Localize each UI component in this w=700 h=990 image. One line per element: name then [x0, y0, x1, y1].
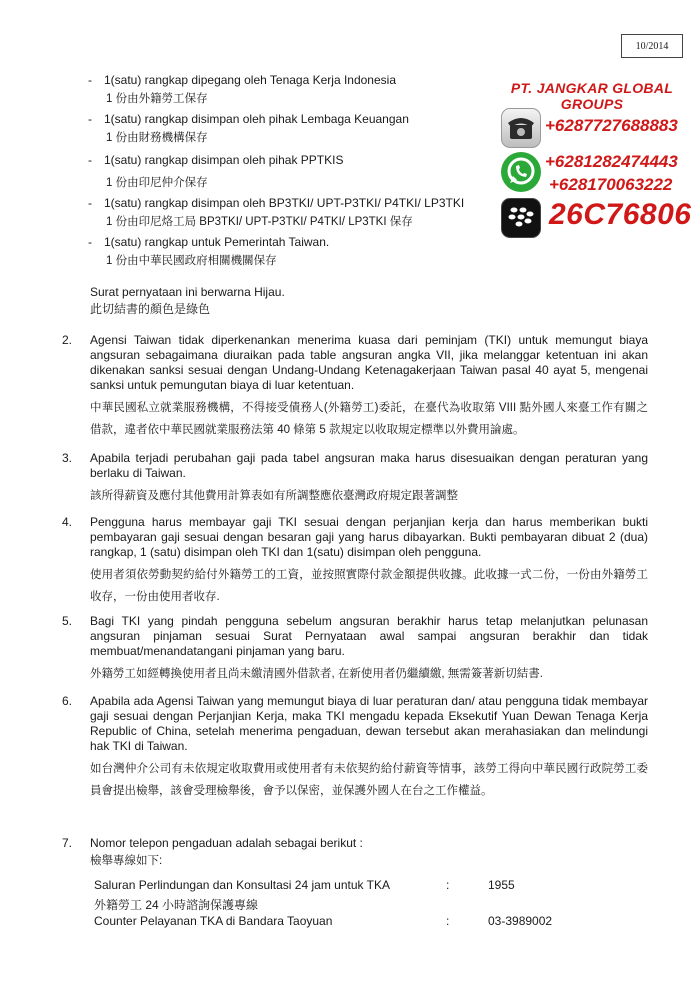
- color-note-translation: 此切結書的顏色是綠色: [90, 302, 211, 316]
- list-item: - 1(satu) rangkap disimpan oleh pihak PPTKIS 1 份由印尼仲介保存: [88, 152, 508, 191]
- color-note: [90, 284, 285, 318]
- list-item-translation: 1 份由財務機構保存: [106, 132, 208, 144]
- ad-company-name: PT. JANGKAR GLOBAL GROUPS: [510, 80, 674, 112]
- list-item-translation: 1 份由印尼仲介保存: [106, 177, 208, 189]
- color-note-text: Surat pernyataan ini berwarna Hijau.: [90, 285, 285, 299]
- list-item-text: 1(satu) rangkap disimpan oleh pihak Lembaga Keuangan: [104, 112, 409, 126]
- clause-number: 3.: [62, 451, 73, 465]
- hotline-label: Saluran Perlindungan dan Konsultasi 24 jam untuk TKA: [94, 878, 390, 892]
- list-item-translation: 1 份由中華民國政府相關機關保存: [106, 255, 277, 267]
- list-item: - 1(satu) rangkap dipegang oleh Tenaga Kerja Indonesia 1 份由外籍勞工保存: [88, 72, 508, 107]
- clause-number: 2.: [62, 333, 73, 347]
- ad-bbm-pin: 26C76806: [549, 198, 692, 231]
- clause-text: Pengguna harus membayar gaji TKI sesuai dengan perjanjian kerja dan harus memberikan bukti pembayaran gaji sesuai dengan besaran gaji yang harus dibayarkan. Bukti pembayaran dibuat 2 (dua) rangkap, 1 (satu) disimpan oleh TKI dan 1(satu) disimpan oleh pengguna.: [90, 515, 648, 559]
- list-item-text: 1(satu) rangkap disimpan oleh BP3TKI/ UPT-P3TKI/ P4TKI/ LP3TKI: [104, 196, 465, 210]
- list-item: - 1(satu) rangkap untuk Pemerintah Taiwan. 1 份由中華民國政府相關機關保存: [88, 234, 508, 269]
- document-code: 10/2014: [635, 40, 669, 52]
- telephone-icon: [501, 108, 541, 148]
- list-item-text: 1(satu) rangkap dipegang oleh Tenaga Kerja Indonesia: [104, 73, 396, 87]
- clause-text: Bagi TKI yang pindah pengguna sebelum angsuran berakhir harus tetap melanjutkan pelunasan angsuran pinjaman sesuai Surat Pernyataan awal sampai angsuran berakhir dan tidak membuat/menandatangani pinjaman yang baru.: [90, 614, 648, 658]
- clause-number: 4.: [62, 515, 73, 529]
- clause-4: [62, 515, 648, 608]
- list-item-translation: 1 份由外籍勞工保存: [106, 93, 208, 105]
- clause-translation: 如台灣仲介公司有未依規定收取費用或使用者有未依契約給付薪資等情事，該勞工得向中華民國行政院勞工委員會提出檢舉，該會受理檢舉後，會予以保密，並保護外國人在台之工作權益。: [90, 763, 648, 797]
- clause-number: 5.: [62, 614, 73, 628]
- clause-2: [62, 333, 648, 441]
- clause-number: 7.: [62, 836, 73, 850]
- clause-translation: 外籍勞工如經轉換使用者且尚未繳清國外借款者, 在新使用者仍繼續繳, 無需簽著新切結書.: [90, 668, 543, 680]
- clause-5: [62, 614, 648, 685]
- whatsapp-icon: [501, 152, 541, 192]
- clause-7: [62, 836, 648, 870]
- hotline-table: [90, 878, 610, 932]
- clause-translation: 該所得薪資及應付其他費用計算表如有所調整應依臺灣政府規定跟著調整: [90, 490, 458, 502]
- hotline-number: 1955: [488, 878, 515, 892]
- table-row: Counter Pelayanan TKA di Bandara Taoyuan : 03-3989002: [94, 914, 553, 928]
- table-row: Saluran Perlindungan dan Konsultasi 24 jam untuk TKA : 1955: [94, 878, 515, 892]
- contact-ad-overlay: [497, 80, 692, 240]
- clause-translation: 檢舉專線如下:: [90, 855, 163, 867]
- distribution-list: [88, 72, 508, 273]
- ad-phone-number: +6287727688883: [545, 116, 678, 135]
- table-row: [90, 896, 610, 914]
- clause-number: 6.: [62, 694, 73, 708]
- list-item-translation: 1 份由印尼烙工局 BP3TKI/ UPT-P3TKI/ P4TKI/ LP3TKI 保存: [106, 216, 413, 228]
- clause-6: [62, 694, 648, 802]
- hotline-label: Counter Pelayanan TKA di Bandara Taoyuan: [94, 914, 333, 928]
- ad-whatsapp-number: +6281282474443: [545, 152, 678, 171]
- clause-text: Nomor telepon pengaduan adalah sebagai berikut :: [90, 836, 363, 850]
- list-item: - 1(satu) rangkap disimpan oleh pihak Lembaga Keuangan 1 份由財務機構保存: [88, 111, 508, 146]
- list-item: - 1(satu) rangkap disimpan oleh BP3TKI/ UPT-P3TKI/ P4TKI/ LP3TKI 1 份由印尼烙工局 BP3TKI/ UPT-P3TKI/ P4TKI/ LP3TKI 保存: [88, 195, 508, 230]
- clause-text: Apabila ada Agensi Taiwan yang memungut biaya di luar peraturan dan/ atau pengguna tidak membayar gaji sesuai dengan Perjanjian Kerja, maka TKI mengadu kepada Eksekutif Yuan Dewan Tenaga Kerja Republic of China, setelah menerima pengaduan, dewan tersebut akan merahasiakan dan melindungi hak TKI di Taiwan.: [90, 694, 648, 753]
- clause-3: [62, 451, 648, 507]
- clause-text: Agensi Taiwan tidak diperkenankan menerima kuasa dari peminjam (TKI) untuk memungut biaya angsuran sebagaimana diuraikan pada table angsuran angka VII, jika melanggar ketentuan ini akan dikenakan sanksi sesuai dengan Undang-Undang Ketenagakerjaan Taiwan pasal 40 ayat 5, mengenai sanksi untuk pemungutan biaya di luar ketentuan.: [90, 333, 648, 392]
- clause-translation: 使用者須依勞動契約給付外籍勞工的工資，並按照實際付款金額提供收據。此收據一式二份，一份由外籍勞工收存，一份由使用者收存.: [90, 569, 648, 603]
- blackberry-icon: [501, 198, 541, 238]
- ad-whatsapp-number-2: +628170063222: [549, 175, 673, 194]
- clause-translation: 中華民國私立就業服務機構，不得接受債務人(外籍勞工)委託，在臺代為收取第 VIII 點外國人來臺工作有關之借款，違者依中華民國就業服務法第 40 條第 5 款規定以收取規定標準以外費用論處。: [90, 402, 648, 436]
- list-item-text: 1(satu) rangkap untuk Pemerintah Taiwan.: [104, 235, 330, 249]
- hotline-number: 03-3989002: [488, 914, 553, 928]
- document-code-box: [621, 34, 683, 58]
- hotline-label: 外籍勞工 24 小時諮詢保護專線: [94, 898, 259, 912]
- list-item-text: 1(satu) rangkap disimpan oleh pihak PPTKIS: [104, 153, 344, 167]
- clause-text: Apabila terjadi perubahan gaji pada tabel angsuran maka harus disesuaikan dengan peraturan yang berlaku di Taiwan.: [90, 451, 648, 480]
